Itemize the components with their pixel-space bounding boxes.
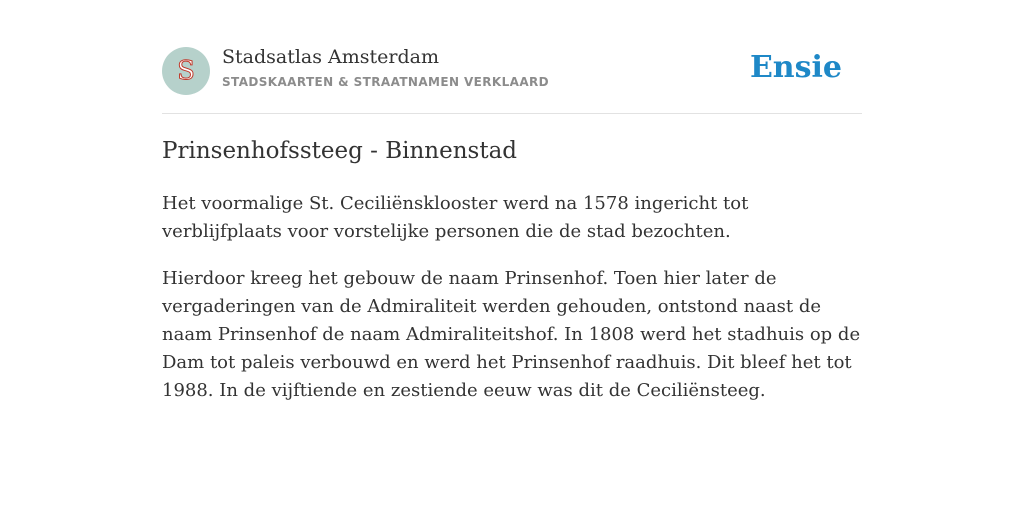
avatar-letter: S (177, 56, 195, 86)
page-container (162, 0, 862, 401)
site-header (162, 0, 862, 114)
article-paragraph: Het voormalige St. Ceciliënsklooster werd na 1578 ingericht tot verblijfplaats voor vorstelijke personen die de stad bezochten. (162, 193, 749, 242)
brand-logo-link[interactable]: Ensie (749, 50, 842, 85)
page-title: Prinsenhofssteeg - Binnenstad (162, 138, 518, 164)
article-paragraph: Hierdoor kreeg het gebouw de naam Prinsenhof. Toen hier later de vergaderingen van de Admiraliteit werden gehouden, ontstond naast de naam Prinsenhof de naam Admiraliteitshof. In 1808 werd het stadhuis op de Dam tot paleis verbouwd en werd het Prinsenhof raadhuis. Dit bleef het tot 1988. In de vijftiende en zestiende eeuw was dit de Ceciliënsteeg. (162, 268, 861, 401)
site-subtitle: STADSKAARTEN & STRAATNAMEN VERKLAARD (222, 75, 550, 89)
avatar[interactable] (162, 47, 210, 95)
site-title[interactable]: Stadsatlas Amsterdam (222, 46, 440, 68)
